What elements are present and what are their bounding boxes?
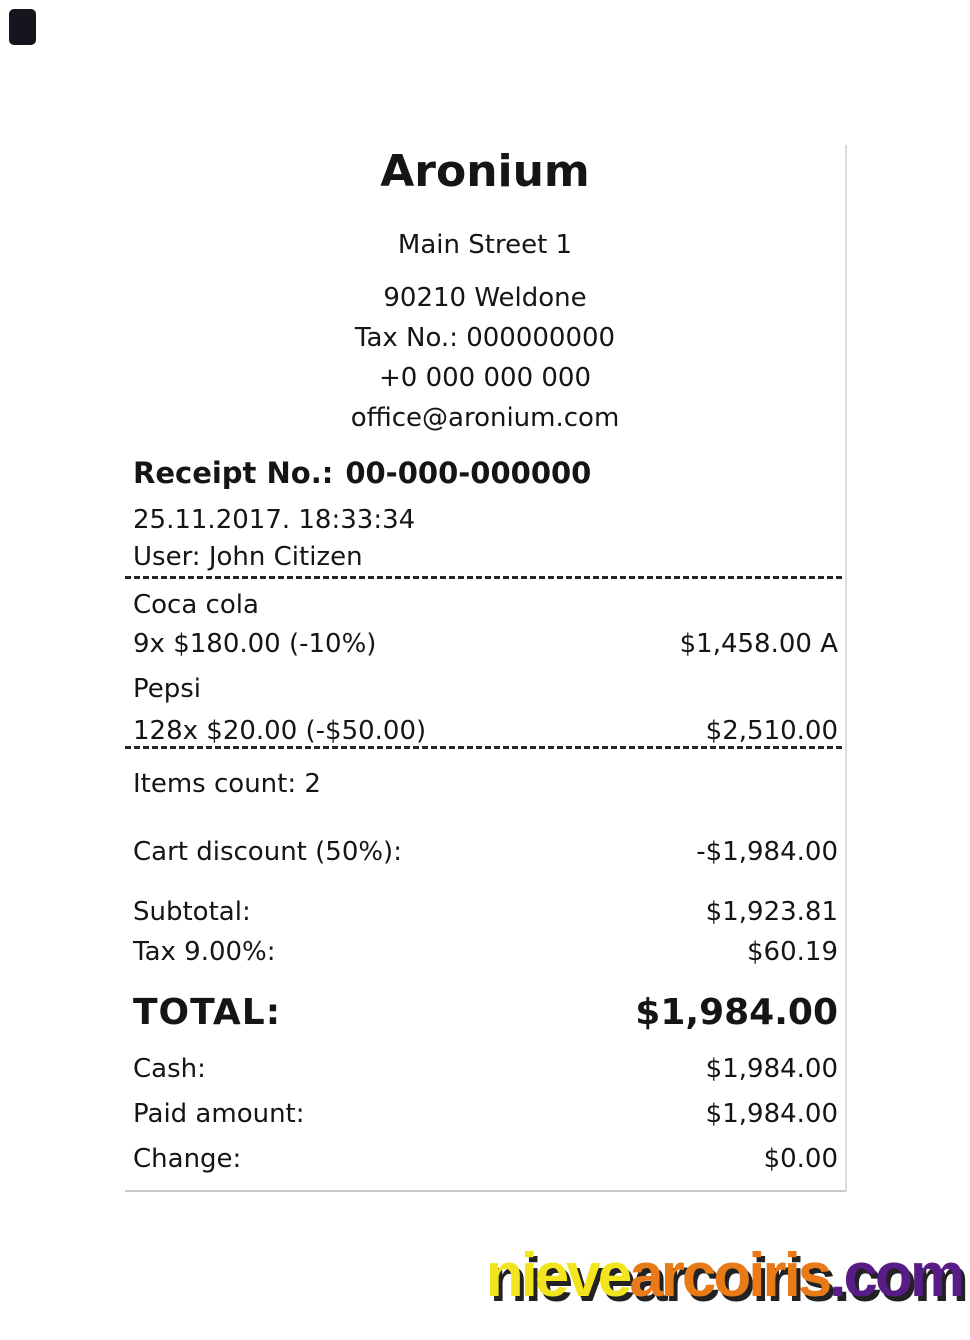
payment-row-cash [125,1053,845,1085]
payment-label: Cash: [133,1054,206,1084]
receipt-number-line [125,454,845,492]
receipt-number-label: Receipt No.: [133,456,334,490]
item-detail-row [125,715,845,747]
summary-label: Tax 9.00%: [133,937,276,967]
dashed-separator-bottom [125,746,845,749]
store-address-line-2: 90210 Weldone [383,283,587,313]
items-count: Items count: 2 [133,769,321,799]
watermark-part-1: nieve [485,1241,630,1310]
item-name: Pepsi [133,674,202,704]
app-corner-icon [9,9,36,45]
payment-label: Change: [133,1144,242,1174]
payment-row-paid-amount [125,1098,845,1130]
item-qty-price: 128x $20.00 (-$50.00) [133,716,427,746]
store-phone: +0 000 000 000 [379,363,591,393]
summary-value: $60.19 [747,937,838,967]
receipt-bottom-line [125,1190,845,1192]
store-name: Aronium [380,146,590,197]
total-label: TOTAL: [133,992,282,1033]
receipt-number-value: 00-000-000000 [345,456,592,490]
summary-value: $1,923.81 [705,897,838,927]
item-name: Coca cola [133,590,259,620]
store-email: office@aronium.com [350,403,620,433]
total-row [125,991,845,1035]
item-amount: $2,510.00 [705,716,838,746]
total-value: $1,984.00 [635,992,838,1033]
summary-label: Subtotal: [133,897,251,927]
watermark-part-2: arcoiris [629,1241,830,1310]
payment-value: $0.00 [763,1144,838,1174]
summary-label: Cart discount (50%): [133,837,402,867]
store-tax-number: Tax No.: 000000000 [354,323,616,353]
site-watermark [486,1241,962,1311]
item-amount: $1,458.00 A [679,629,838,659]
summary-row-subtotal [125,896,845,928]
receipt-datetime: 25.11.2017. 18:33:34 [133,505,416,535]
receipt-user: User: John Citizen [133,542,363,572]
payment-value: $1,984.00 [705,1099,838,1129]
receipt-paper-right-edge [845,145,847,1192]
store-address-line-1: Main Street 1 [397,230,573,260]
item-qty-price: 9x $180.00 (-10%) [133,629,377,659]
watermark-part-3: .com [829,1241,962,1310]
payment-value: $1,984.00 [705,1054,838,1084]
summary-row-cart-discount [125,836,845,868]
summary-row-tax [125,936,845,968]
payment-label: Paid amount: [133,1099,305,1129]
payment-row-change [125,1143,845,1175]
dashed-separator-top [125,576,845,579]
item-detail-row [125,628,845,660]
summary-value: -$1,984.00 [696,837,838,867]
